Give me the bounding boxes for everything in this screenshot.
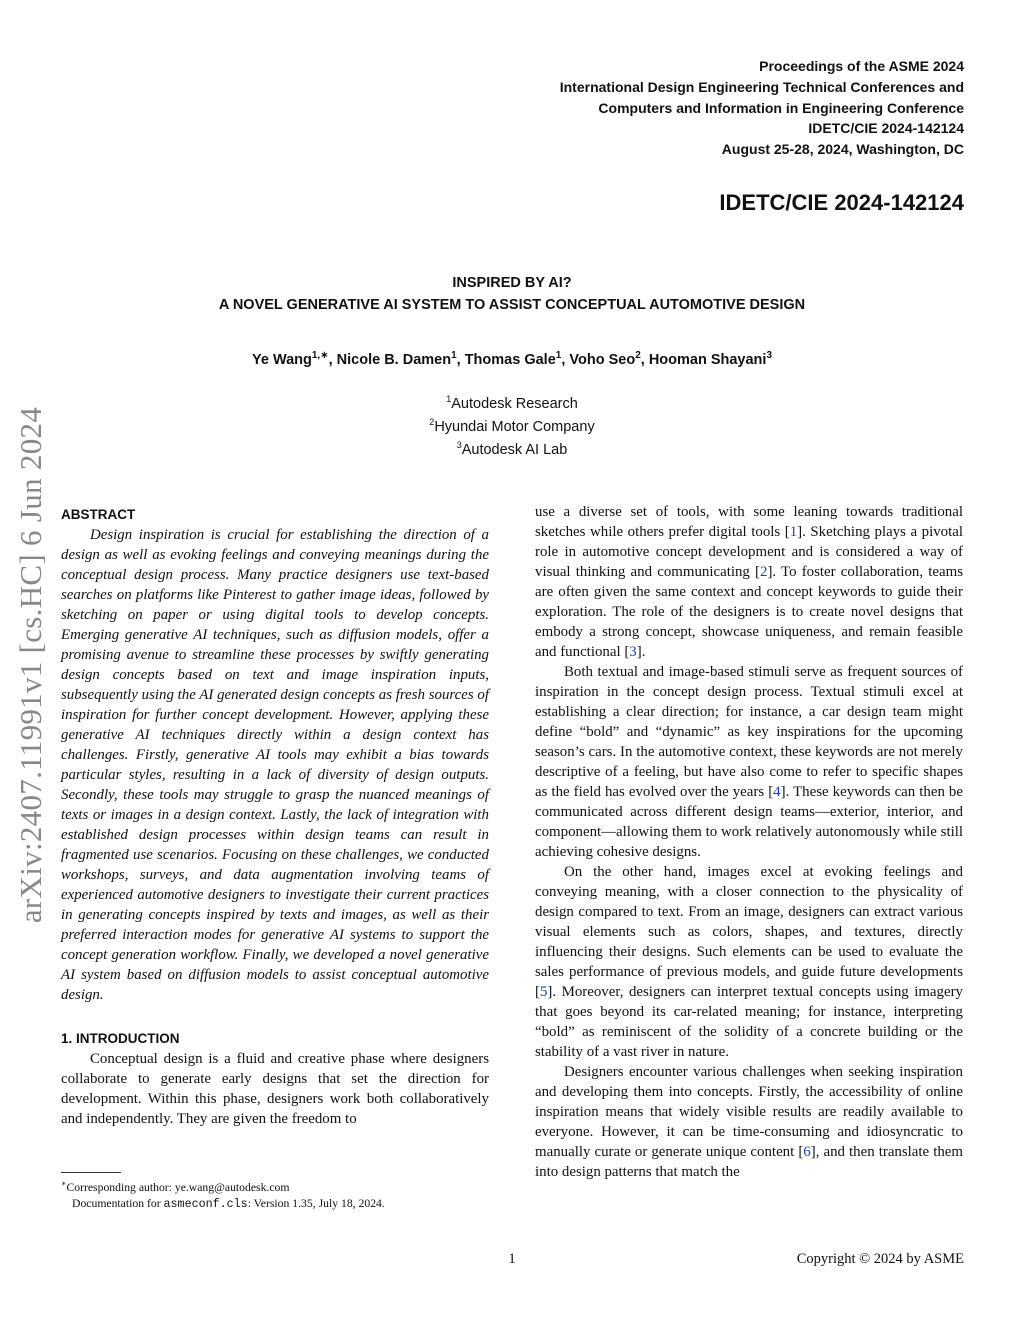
- author-name: Ye Wang: [251, 351, 312, 368]
- affiliation-mark: 1: [446, 394, 452, 404]
- paper-title: [0, 272, 1024, 316]
- author-affiliation-mark: 1,∗: [311, 350, 329, 361]
- body-paragraph: [535, 1062, 963, 1182]
- author-name: Hooman Shayani: [648, 351, 767, 368]
- abstract-text: Design inspiration is crucial for establishing the direction of a design as well as evoking feelings and conveying meanings during the conceptual design process. Many practice designers use text-based searches on platforms like Pinterest to gather image ideas, followed by sketching on paper or using digital tools to develop concepts. Emerging generative AI techniques, such as diffusion models, offer a promising avenue to streamline these processes by swiftly generating design concepts based on text and image inspiration inputs, subsequently using the AI generated design concepts as fresh sources of inspiration for further concept development. However, applying these generative AI techniques directly within a design context has challenges. Firstly, generative AI tools may exhibit a bias towards particular styles, resulting in a lack of diversity of design outputs. Secondly, these tools may struggle to grasp the nuanced meanings of texts or images in a design context. Lastly, the lack of integration with established design processes within design teams can result in fragmented use scenarios. Focusing on these challenges, we conducted workshops, surveys, and data augmentation involving teams of experienced automotive designers to investigate their current practices in generating concepts inspired by texts and images, as well as their preferred interaction modes for generative AI systems to support the concept generation workflow. Finally, we developed a novel generative AI system based on diffusion models to assist conceptual automotive design.: [61, 527, 489, 1003]
- author-name: Voho Seo: [569, 351, 636, 368]
- text-run: On the other hand, images excel at evoking feelings and conveying meaning, with a closer connection to the physicality of design compared to text. From an image, designers can extract various visual elements such as colors, shapes, and textures, directly influencing their designs. Such elements can be used to evaluate the sales performance of previous models, and guide future developments [: [535, 864, 963, 1000]
- body-paragraph: [535, 502, 963, 662]
- text-run: ]. To foster collaboration, teams are often given the same context and concept keywords to guide their exploration. The role of the designers is to create novel designs that embody a strong concept, showcase uniqueness, and remain feasible and functional [: [535, 564, 963, 660]
- author-name: Thomas Gale: [464, 351, 556, 368]
- left-column: [61, 502, 489, 1129]
- documentation-version: : Version 1.35, July 18, 2024.: [247, 1196, 385, 1210]
- affiliation-name: Autodesk AI Lab: [461, 441, 568, 458]
- arxiv-identifier-text: arXiv:2407.11991v1 [cs.HC] 6 Jun 2024: [13, 406, 48, 924]
- proceedings-header: [560, 56, 964, 160]
- text-run: ], and then translate them into design patterns that match the: [535, 1144, 963, 1180]
- body-paragraph: [535, 662, 963, 862]
- text-run: ].: [636, 644, 646, 660]
- documentation-note: [61, 1196, 385, 1212]
- author-separator: ,: [456, 351, 465, 368]
- citation-link[interactable]: 1: [789, 524, 798, 540]
- affiliation: [0, 390, 1024, 413]
- author-affiliation-mark: 1: [555, 350, 562, 361]
- text-run: Both textual and image-based stimuli serve as frequent sources of inspiration in the concept design process. Textual stimuli excel at establishing a clear direction; for instance, a car design team might define “bold” and “dynamic” as key inspirations for the upcoming season’s cars. In the automotive context, these keywords are not merely descriptive of a feeling, but have also come to refer to specific shapes as the field has evolved over the years [: [535, 664, 963, 800]
- citation-link[interactable]: 3: [629, 644, 637, 660]
- paper-number-line: IDETC/CIE 2024-142124: [808, 120, 964, 137]
- corresponding-author-text: Corresponding author: ye.wang@autodesk.com: [66, 1180, 290, 1194]
- footnote-mark: ∗: [61, 1179, 67, 1188]
- affiliation-mark: 3: [456, 439, 462, 450]
- affiliation: [0, 413, 1024, 436]
- text-run: ]. Sketching plays a pivotal role in automotive concept development and is considered a way of visual thinking and communicating [: [535, 524, 963, 580]
- author-separator: ,: [561, 351, 570, 368]
- affiliation-mark: 2: [429, 416, 435, 427]
- author: [569, 352, 648, 368]
- author-separator: ,: [328, 351, 337, 368]
- affiliation-name: Autodesk Research: [451, 395, 578, 412]
- date-location-line: August 25-28, 2024, Washington, DC: [721, 141, 964, 158]
- text-run: ]. Moreover, designers can interpret textual concepts using imagery that goes beyond its car-related meaning; for instance, interpreting “bold” as reminiscent of the solidity of a concrete building or the stability of a vast river in nature.: [535, 984, 963, 1060]
- text-run: Designers encounter various challenges when seeking inspiration and developing them into concepts. Firstly, the accessibility of online inspiration means that widely visible results are readily available to everyone. However, it can be time-consuming and idiosyncratic to manually curate or generate unique content [: [535, 1064, 963, 1160]
- citation-link[interactable]: 5: [539, 984, 548, 1000]
- affiliation: [0, 436, 1024, 459]
- arxiv-identifier-stamp: [6, 370, 56, 960]
- documentation-prefix: Documentation for: [72, 1196, 164, 1210]
- footnote-rule: [61, 1172, 121, 1173]
- author-affiliation-mark: 1: [451, 350, 457, 361]
- copyright-notice: Copyright © 2024 by ASME: [796, 1251, 964, 1267]
- paper-id: IDETC/CIE 2024-142124: [719, 190, 964, 215]
- author-separator: ,: [640, 351, 649, 368]
- proceedings-line: Proceedings of the ASME 2024: [759, 58, 964, 74]
- citation-link[interactable]: 2: [760, 564, 768, 580]
- conference-line: International Design Engineering Technical Conferences and: [559, 78, 964, 95]
- conference-line: Computers and Information in Engineering Conference: [598, 99, 964, 116]
- author-affiliation-mark: 3: [766, 350, 773, 361]
- text-run: ]. These keywords can then be communicated across different design teams—exterior, interior, and component—allowing them to work relatively autonomously while still achieving cohesive designs.: [535, 784, 963, 860]
- class-file-name: asmeconf.cls: [163, 1196, 248, 1211]
- text-run: use a diverse set of tools, with some leaning towards traditional sketches while others prefer digital tools [: [535, 504, 963, 540]
- affiliation-list: [0, 390, 1024, 458]
- author: [337, 352, 465, 368]
- footnotes: [61, 1176, 385, 1212]
- author: [465, 352, 570, 368]
- body-paragraph: [535, 862, 963, 1062]
- affiliation-name: Hyundai Motor Company: [434, 418, 595, 435]
- introduction-heading: 1. INTRODUCTION: [61, 1031, 180, 1046]
- introduction-paragraph: Conceptual design is a fluid and creative phase where designers collaborate to generate early designs that set the direction for development. Within this phase, designers work both collaboratively and independently. They are given the freedom to: [61, 1051, 489, 1127]
- citation-link[interactable]: 6: [803, 1144, 811, 1160]
- author-list: [0, 350, 1024, 368]
- title-line-2: A NOVEL GENERATIVE AI SYSTEM TO ASSIST CONCEPTUAL AUTOMOTIVE DESIGN: [218, 297, 806, 313]
- author: [649, 352, 772, 368]
- citation-link[interactable]: 4: [773, 784, 781, 800]
- author: [252, 352, 337, 368]
- corresponding-author-note: [61, 1176, 385, 1196]
- page-number: 1: [508, 1251, 516, 1267]
- title-line-1: INSPIRED BY AI?: [452, 275, 572, 291]
- abstract-heading: ABSTRACT: [61, 507, 136, 522]
- right-column: [535, 502, 963, 1182]
- author-affiliation-mark: 2: [635, 350, 641, 361]
- author-name: Nicole B. Damen: [336, 351, 452, 368]
